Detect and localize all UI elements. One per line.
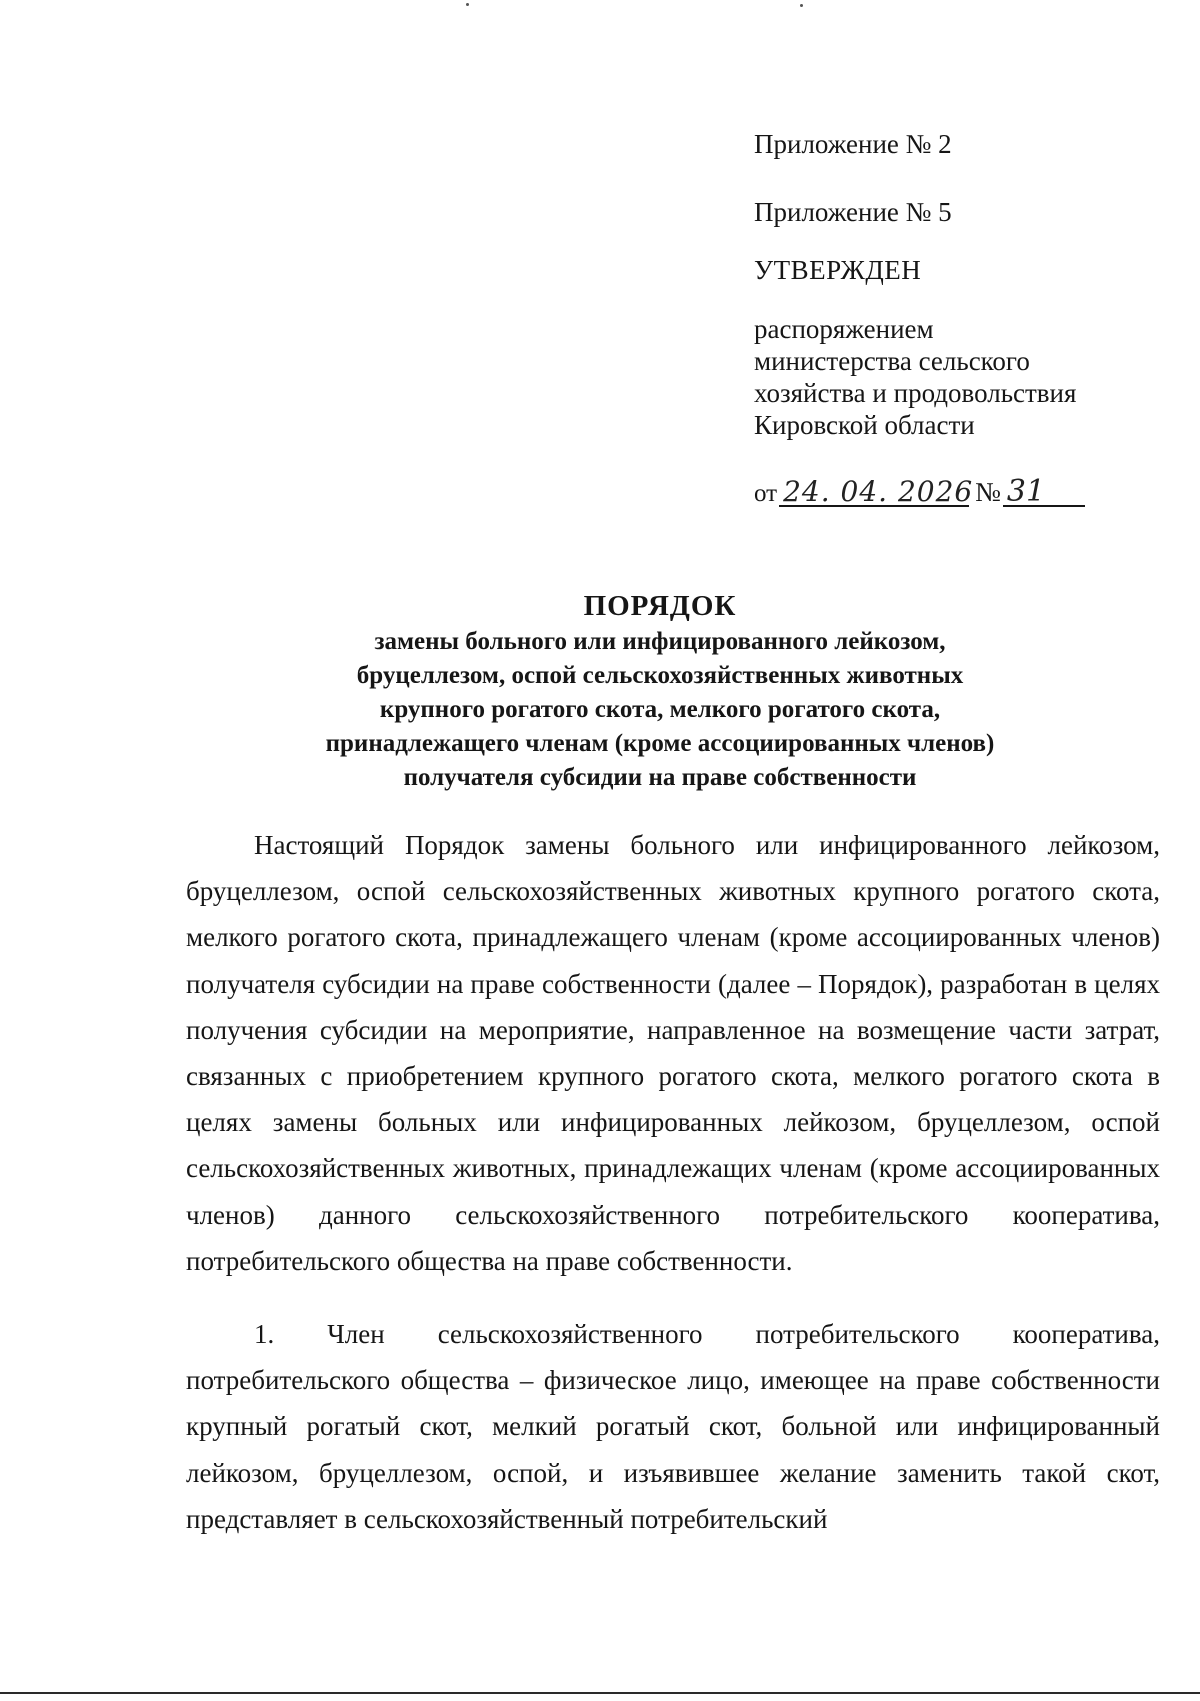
document-subtitle-line: получателя субсидии на праве собственности [403,764,917,791]
number-label: № [975,477,1001,507]
scan-edge-line [0,1692,1200,1694]
approved-label: УТВЕРЖДЕН [754,255,922,285]
document-subtitle-line: бруцеллезом, оспой сельскохозяйственных животных [356,662,964,689]
handwritten-number: 31 [1003,479,1085,507]
document-title-block [180,588,1140,794]
scan-artifact-dot [800,4,803,7]
scan-artifact-dot [466,3,469,6]
intro-paragraph: Настоящий Порядок замены больного или инфицированного лейкозом, бруцеллезом, оспой сельскохозяйственных животных крупного рогатого скота, мелкого рогатого скота, принадлежащего членам (кроме ассоциированных членов) получателя субсидии на праве собственности (далее – Порядок), разработан в целях получения субсидии на мероприятие, направленное на возмещение части затрат, связанных с приобретением крупного рогатого скота, мелкого рогатого скота в целях замены больных или инфицированных лейкозом, бруцеллезом, оспой сельскохозяйственных животных, принадлежащих членам (кроме ассоциированных членов) данного сельскохозяйственного потребительского кооператива, потребительского общества на праве собственности. [186,830,1160,1276]
date-prefix: от [754,480,778,507]
approval-date-line [754,476,1085,510]
clause-1-paragraph: 1. Член сельскохозяйственного потребительского кооператива, потребительского общества – физическое лицо, имеющее на праве собственности крупный рогатый скот, мелкий рогатый скот, больной или инфицированный лейкозом, бруцеллезом, оспой, и изъявившее желание заменить такой скот, представляет в сельскохозяйственный потребительский [186,1319,1160,1534]
document-subtitle-line: крупного рогатого скота, мелкого рогатого скота, [379,696,941,723]
issuer-line: распоряжением [754,314,934,344]
document-subtitle-line: замены больного или инфицированного лейкозом, [374,628,946,655]
appendix-number-main: Приложение № 2 [754,129,952,159]
issuer-line: хозяйства и продовольствия [754,378,1077,408]
handwritten-date: 24. 04. 2026 [779,479,969,507]
document-title: ПОРЯДОК [583,590,737,622]
issuer-text [754,313,1076,441]
appendix-number-inner: Приложение № 5 [754,197,952,227]
issuer-line: Кировской области [754,410,975,440]
issuer-line: министерства сельского [754,346,1030,376]
document-subtitle-line: принадлежащего членам (кроме ассоциированных членов) [325,730,995,757]
